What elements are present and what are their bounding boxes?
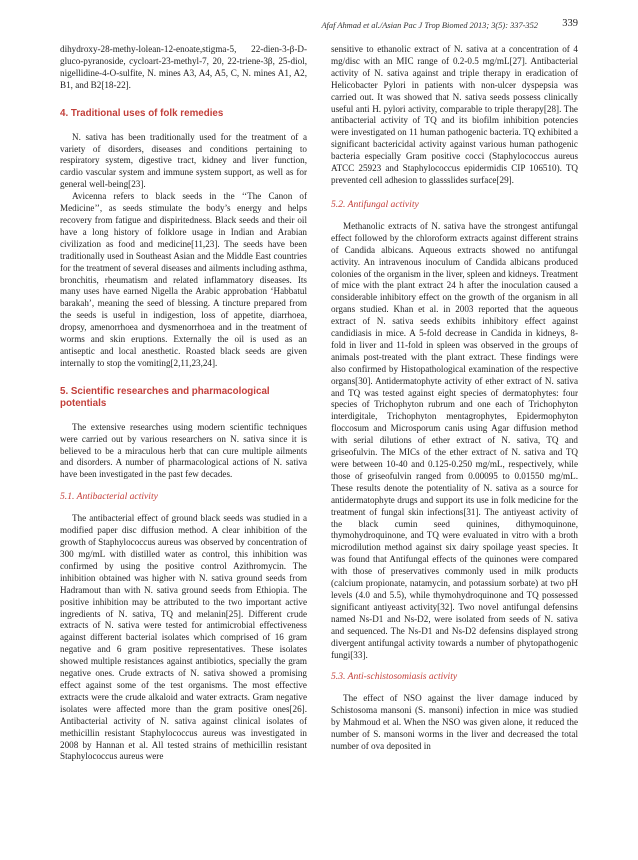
paragraph: The antibacterial effect of ground black seeds was studied in a modified paper disc diffusion method. A clear inhibition of the growth of Staphylococcus aureus was observed by concentration of 300 mg/mL with distilled water as control, this inhibition was confirmed by using the positive control Azithromycin. The inhibition obtained was higher with N. sativa ground seeds from Hadramout than with N. sativa ground seeds from Ethiopia. The positive inhibition may be attributed to the two important active ingredients of N. sativa, TQ and melanin[25]. Different crude extracts of N. sativa were tested for antimicrobial effectiveness against different bacterial isolates which comprised of 16 gram negative and 6 gram positive representatives. These isolates showed multiple resistances against antibiotics, specially the gram negative ones. Crude extracts of N. sativa showed a promising effect against some of the test organisms. The most effective extracts were the crude alkaloid and water extracts. Gram negative isolates were affected more than the gram positive ones[26]. Antibacterial activity of N. sativa against clinical isolates of methicillin resistant Staphylococcus aureus was investigated in 2008 by Hannan et al. All tested strains of methicillin resistant Staphylococcus aureus were <box>60 513 307 762</box>
section-heading: 4. Traditional uses of folk remedies <box>60 107 224 119</box>
paragraph: Avicenna refers to black seeds in the ‘‘The Canon of Medicine’’, as seeds stimulate the body’s energy and helps recovery from fatigue and dispiritedness. Black seeds and their oil have a long history of folklore usage in Indian and Arabian civilization as food and medicine[11,23]. The seeds have been traditionally used in Southeast Asian and the Middle East countries for the treatment of several diseases and ailments including asthma, bronchitis, rheumatism and related inflammatory diseases. Its many uses have earned Nigella the Arabic approbation ‘Habbatul barakah’, meaning the seed of blessing. A tincture prepared from the seeds is useful in indigestion, loss of appetite, diarrhoea, dropsy, amenorrhoea and dysmenorrhoea and in the treatment of worms and skin eruptions. Externally the oil is used as an antiseptic and local anesthetic. Roasted black seeds are given internally to stop the vomiting[2,11,23,24]. <box>60 191 307 368</box>
subsection-heading: 5.2. Antifungal activity <box>331 198 419 210</box>
subsection-heading: 5.1. Antibacterial activity <box>60 491 158 503</box>
paragraph: Methanolic extracts of N. sativa have the strongest antifungal effect followed by the chloroform extracts against different strains of Candida albicans. Aqueous extracts showed no antifungal activity. An intravenous inoculum of Candida albicans produced colonies of the organism in the liver, spleen and kidneys. Treatment of mice with the plant extract 24 h after the inoculation caused a considerable inhibitory effect on the growth of the organism in all organs studied. Khan et al. in 2003 reported that the aqueous extract of N. sativa seeds exhibits inhibitory effect against candidiasis in mice. A 5-fold decrease in Candida in kidneys, 8-fold in liver and 11-fold in spleen was observed in the groups of animals post-treated with the plant extract. These findings were also confirmed by Histopathological examination of the respective organs[30]. Antidermatophyte activity of ether extract of N. sativa and TQ was tested against eight species of dermatophytes: four species of Trichophyton rubrum and one each of Trichophyton interdigitale, Trichophyton mentagrophytes, Epidermophyton floccosum and Microsporum canis using Agar diffusion method with serial dilutions of ether extract of N. sativa, TQ and griseofulvin. The MICs of the ether extract of N. sativa and TQ were between 10-40 and 0.125-0.250 mg/mL, respectively, while those of griseofulvin ranged from 0.00095 to 0.01550 mg/mL. These results denote the potentiality of N. sativa as a source for antidermatophyte drugs and support its use in folk medicine for the treatment of fungal skin infections[31]. The antiyeast activity of the black cumin seed quinines, dithymoquinone, thymohydroquinone, and TQ were evaluated in vitro with a broth microdilution method against six dairy spoilage yeast species. It was found that Antifungal effects of the quinones were compared with those of preservatives commonly used in milk products (calcium propionate, natamycin, and potassium sorbate) at two pH levels (4.0 and 5.5), while thymohydroquinone and TQ possessed significant antiyeast activity[32]. Two novel antifungal defensins named Ns-D1 and Ns-D2, were isolated from seeds of N. sativa and sequenced. The Ns-D1 and Ns-D2 defensins displayed strong divergent antifungal activity towards a number of phytopathogenic fungi[33]. <box>331 220 578 660</box>
running-head: Afaf Ahmad et al./Asian Pac J Trop Biomed 2013; 3(5): 337-352 <box>321 21 538 30</box>
paragraph: dihydroxy-28-methy-lolean-12-enoate,stigma-5, 22-dien-3-β-D-gluco-pyranoside, cycloart-23-methyl-7, 20, 22-triene-3β, 25-diol, nigellidine-4-O-sulfite, N. mines A3, A4, A5, C, N. mines A1, A2, B1, and B2[18-22]. <box>60 44 307 90</box>
paragraph: N. sativa has been traditionally used for the treatment of a variety of disorders, diseases and conditions pertaining to respiratory system, digestive tract, kidney and liver function, cardio vascular system and immune system support, as well as for general well-being[23]. <box>60 131 307 190</box>
left-column <box>60 44 307 763</box>
right-column <box>331 44 578 753</box>
section-heading: 5. Scientific researches and pharmacological potentials <box>60 385 270 409</box>
paragraph: sensitive to ethanolic extract of N. sativa at a concentration of 4 mg/disc with an MIC range of 0.2-0.5 mg/mL[27]. Antibacterial activity of N. sativa against and triple therapy in eradication of Helicobacter Pylori in patients with non-ulcer dyspepsia was carried out. It was showed that N. sativa seeds possess clinically useful anti H. pylori activity, comparable to triple therapy[28]. The antibacterial activity of TQ and its biofilm inhibition potencies were investigated on 11 human pathogenic bacteria. TQ exhibited a significant bactericidal activity against various human pathogenic bacteria especially Gram positive cocci (Staphylococcus aureus ATCC 25923 and Staphylococcus epidermidis CIP 106510). TQ prevented cell adhesion to glassslides surface[29]. <box>331 44 578 185</box>
paragraph: The extensive researches using modern scientific techniques were carried out by various researchers on N. sativa since it is believed to be a miraculous herb that can cure multiple ailments and disorders. A number of pharmacological actions of N. sativa have been investigated in the past few decades. <box>60 421 307 480</box>
page-header <box>60 20 578 34</box>
subsection-heading: 5.3. Anti-schistosomiasis activity <box>331 671 458 683</box>
paragraph: The effect of NSO against the liver damage induced by Schistosoma mansoni (S. mansoni) infection in mice was studied by Mahmoud et al. When the NSO was given alone, it reduced the number of S. mansoni worms in the liver and decreased the total number of ova deposited in <box>331 693 578 752</box>
page-number: 339 <box>562 18 578 29</box>
